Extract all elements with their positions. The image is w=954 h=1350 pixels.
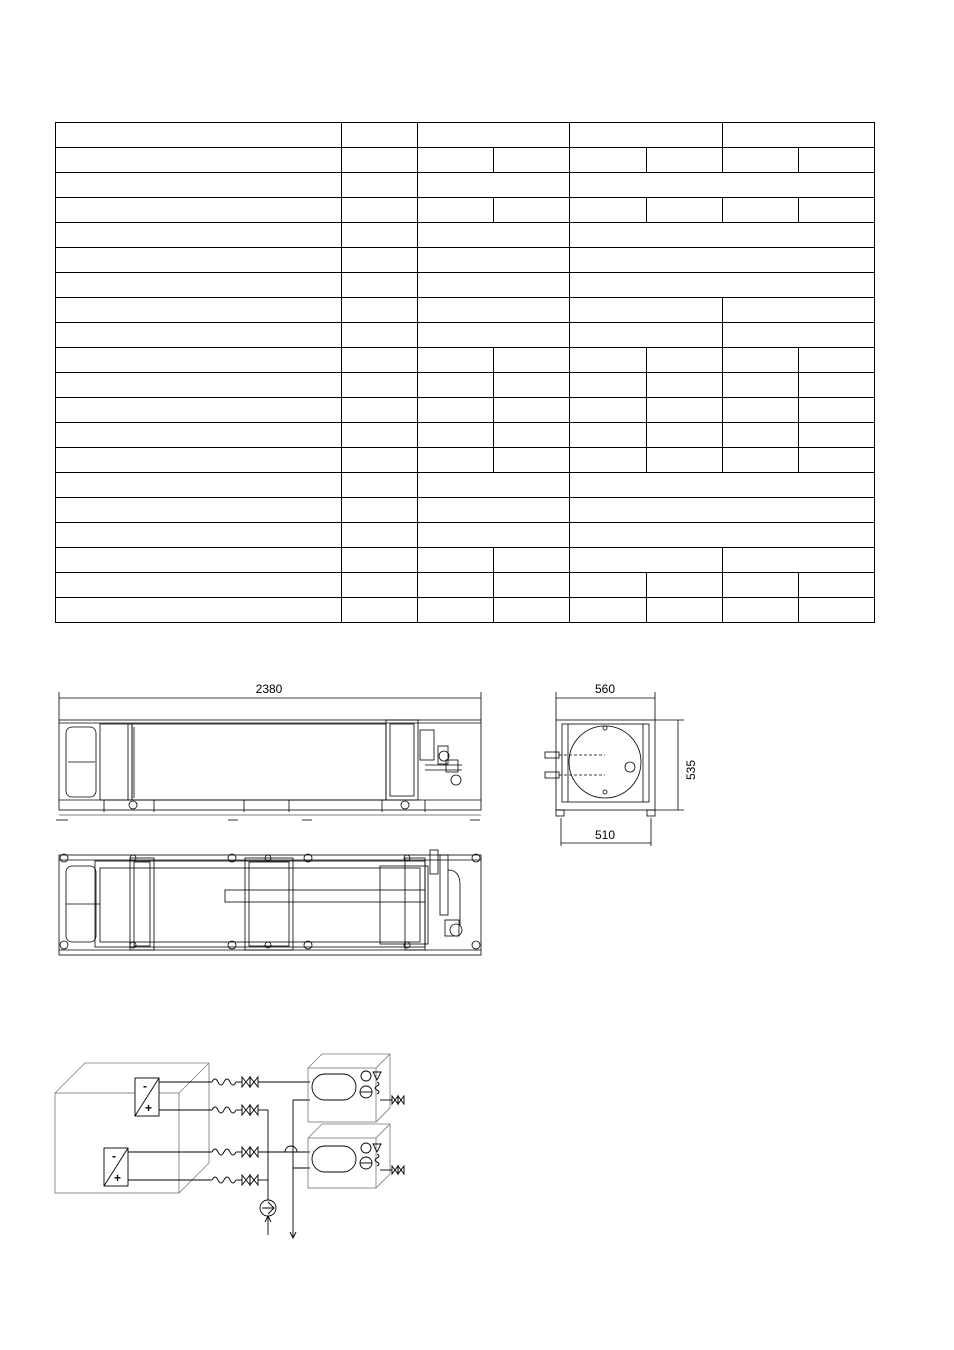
spec-table — [55, 122, 875, 623]
top-view-drawing — [59, 850, 481, 955]
hydraulic-schematic — [55, 1054, 404, 1238]
front-elevation-drawing — [56, 692, 481, 820]
dim-length-label: 2380 — [255, 682, 283, 696]
dim-width-label: 560 — [594, 682, 616, 696]
dim-height-label: 535 — [684, 759, 698, 781]
coil1-plus: + — [145, 1101, 153, 1115]
coil1-minus: - — [143, 1079, 147, 1093]
coil2-plus: + — [114, 1171, 122, 1185]
side-view-drawing — [545, 692, 684, 846]
coil2-minus: - — [112, 1149, 116, 1163]
dim-foot-spacing-label: 510 — [594, 828, 616, 842]
